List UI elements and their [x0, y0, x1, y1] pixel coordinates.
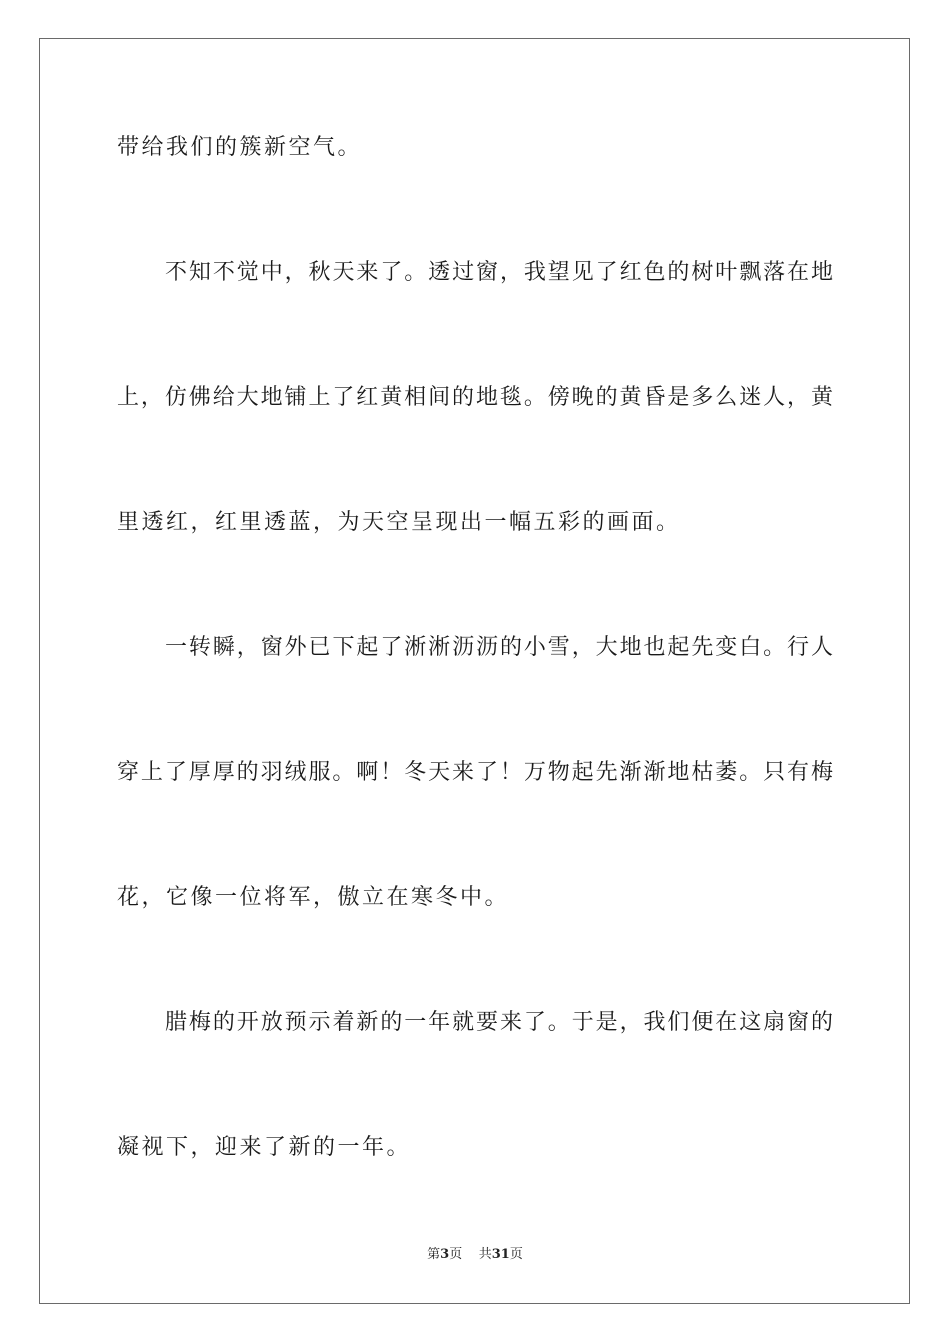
text-line-6: 穿上了厚厚的羽绒服。啊！冬天来了！万物起先渐渐地枯萎。只有梅	[117, 760, 833, 785]
text-line-7: 花，它像一位将军，傲立在寒冬中。	[117, 885, 510, 910]
page-suffix: 页	[449, 1247, 463, 1262]
text-line-3: 上，仿佛给大地铺上了红黄相间的地毯。傍晚的黄昏是多么迷人，黄	[117, 385, 833, 410]
page-border	[39, 38, 910, 1304]
text-line-8: 腊梅的开放预示着新的一年就要来了。于是，我们便在这扇窗的	[165, 1010, 833, 1035]
total-prefix: 共	[478, 1247, 492, 1262]
page-prefix: 第	[427, 1247, 441, 1262]
text-line-4: 里透红，红里透蓝，为天空呈现出一幅五彩的画面。	[117, 510, 681, 535]
page-number: 3	[440, 1247, 450, 1262]
text-line-2: 不知不觉中，秋天来了。透过窗，我望见了红色的树叶飘落在地	[165, 260, 833, 285]
total-suffix: 页	[509, 1247, 523, 1262]
text-line-1: 带给我们的簇新空气。	[117, 135, 363, 160]
text-line-9: 凝视下，迎来了新的一年。	[117, 1135, 412, 1160]
page-footer	[0, 1246, 950, 1264]
text-line-5: 一转瞬，窗外已下起了淅淅沥沥的小雪，大地也起先变白。行人	[165, 635, 833, 660]
total-pages: 31	[491, 1247, 510, 1262]
